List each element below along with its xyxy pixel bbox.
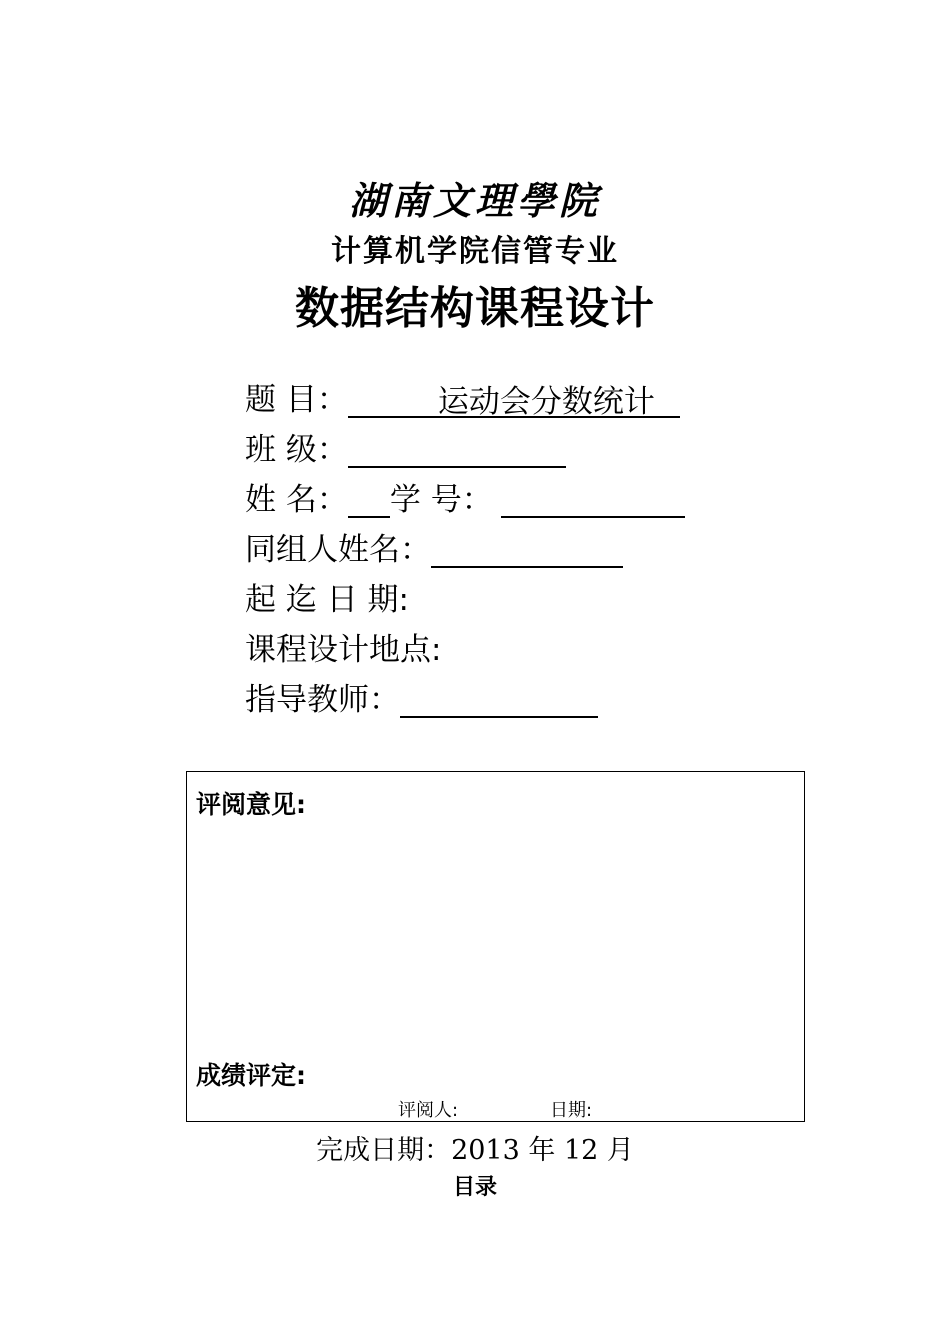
class-label: 班 级： xyxy=(245,432,348,468)
student-id-blank xyxy=(501,484,685,518)
advisor-label: 指导教师： xyxy=(245,682,400,718)
grade-label: 成绩评定: xyxy=(196,1061,306,1090)
completion-value: 2013 年 12 月 xyxy=(451,1135,634,1166)
group-members-row xyxy=(245,532,623,568)
reviewer-label: 评阅人: xyxy=(398,1100,459,1121)
toc-heading: 目录 xyxy=(452,1175,497,1200)
class-row xyxy=(245,432,566,468)
location-row xyxy=(245,632,441,668)
name-blank xyxy=(348,484,390,518)
completion-date xyxy=(0,1128,950,1167)
topic-row xyxy=(245,382,680,418)
topic-value: 运动会分数统计 xyxy=(348,384,680,418)
topic-label: 题 目： xyxy=(245,382,348,418)
class-blank xyxy=(348,434,566,468)
course-title: 数据结构课程设计 xyxy=(295,283,655,334)
name-label: 姓 名： xyxy=(245,482,348,518)
advisor-row xyxy=(245,682,598,718)
review-date-label: 日期: xyxy=(550,1100,593,1121)
advisor-blank xyxy=(400,684,598,718)
name-id-row xyxy=(245,482,685,518)
school-name: 湖南文理學院 xyxy=(348,178,601,223)
group-members-label: 同组人姓名： xyxy=(245,532,431,568)
location-label: 课程设计地点: xyxy=(245,632,442,668)
student-id-label: 学 号： xyxy=(389,482,493,518)
completion-label: 完成日期： xyxy=(316,1135,452,1166)
group-members-blank xyxy=(431,534,623,568)
department-name: 计算机学院信管专业 xyxy=(331,234,619,269)
dates-row xyxy=(245,582,409,618)
review-comments-label: 评阅意见: xyxy=(196,790,306,819)
dates-label: 起 迄 日 期: xyxy=(245,582,410,618)
